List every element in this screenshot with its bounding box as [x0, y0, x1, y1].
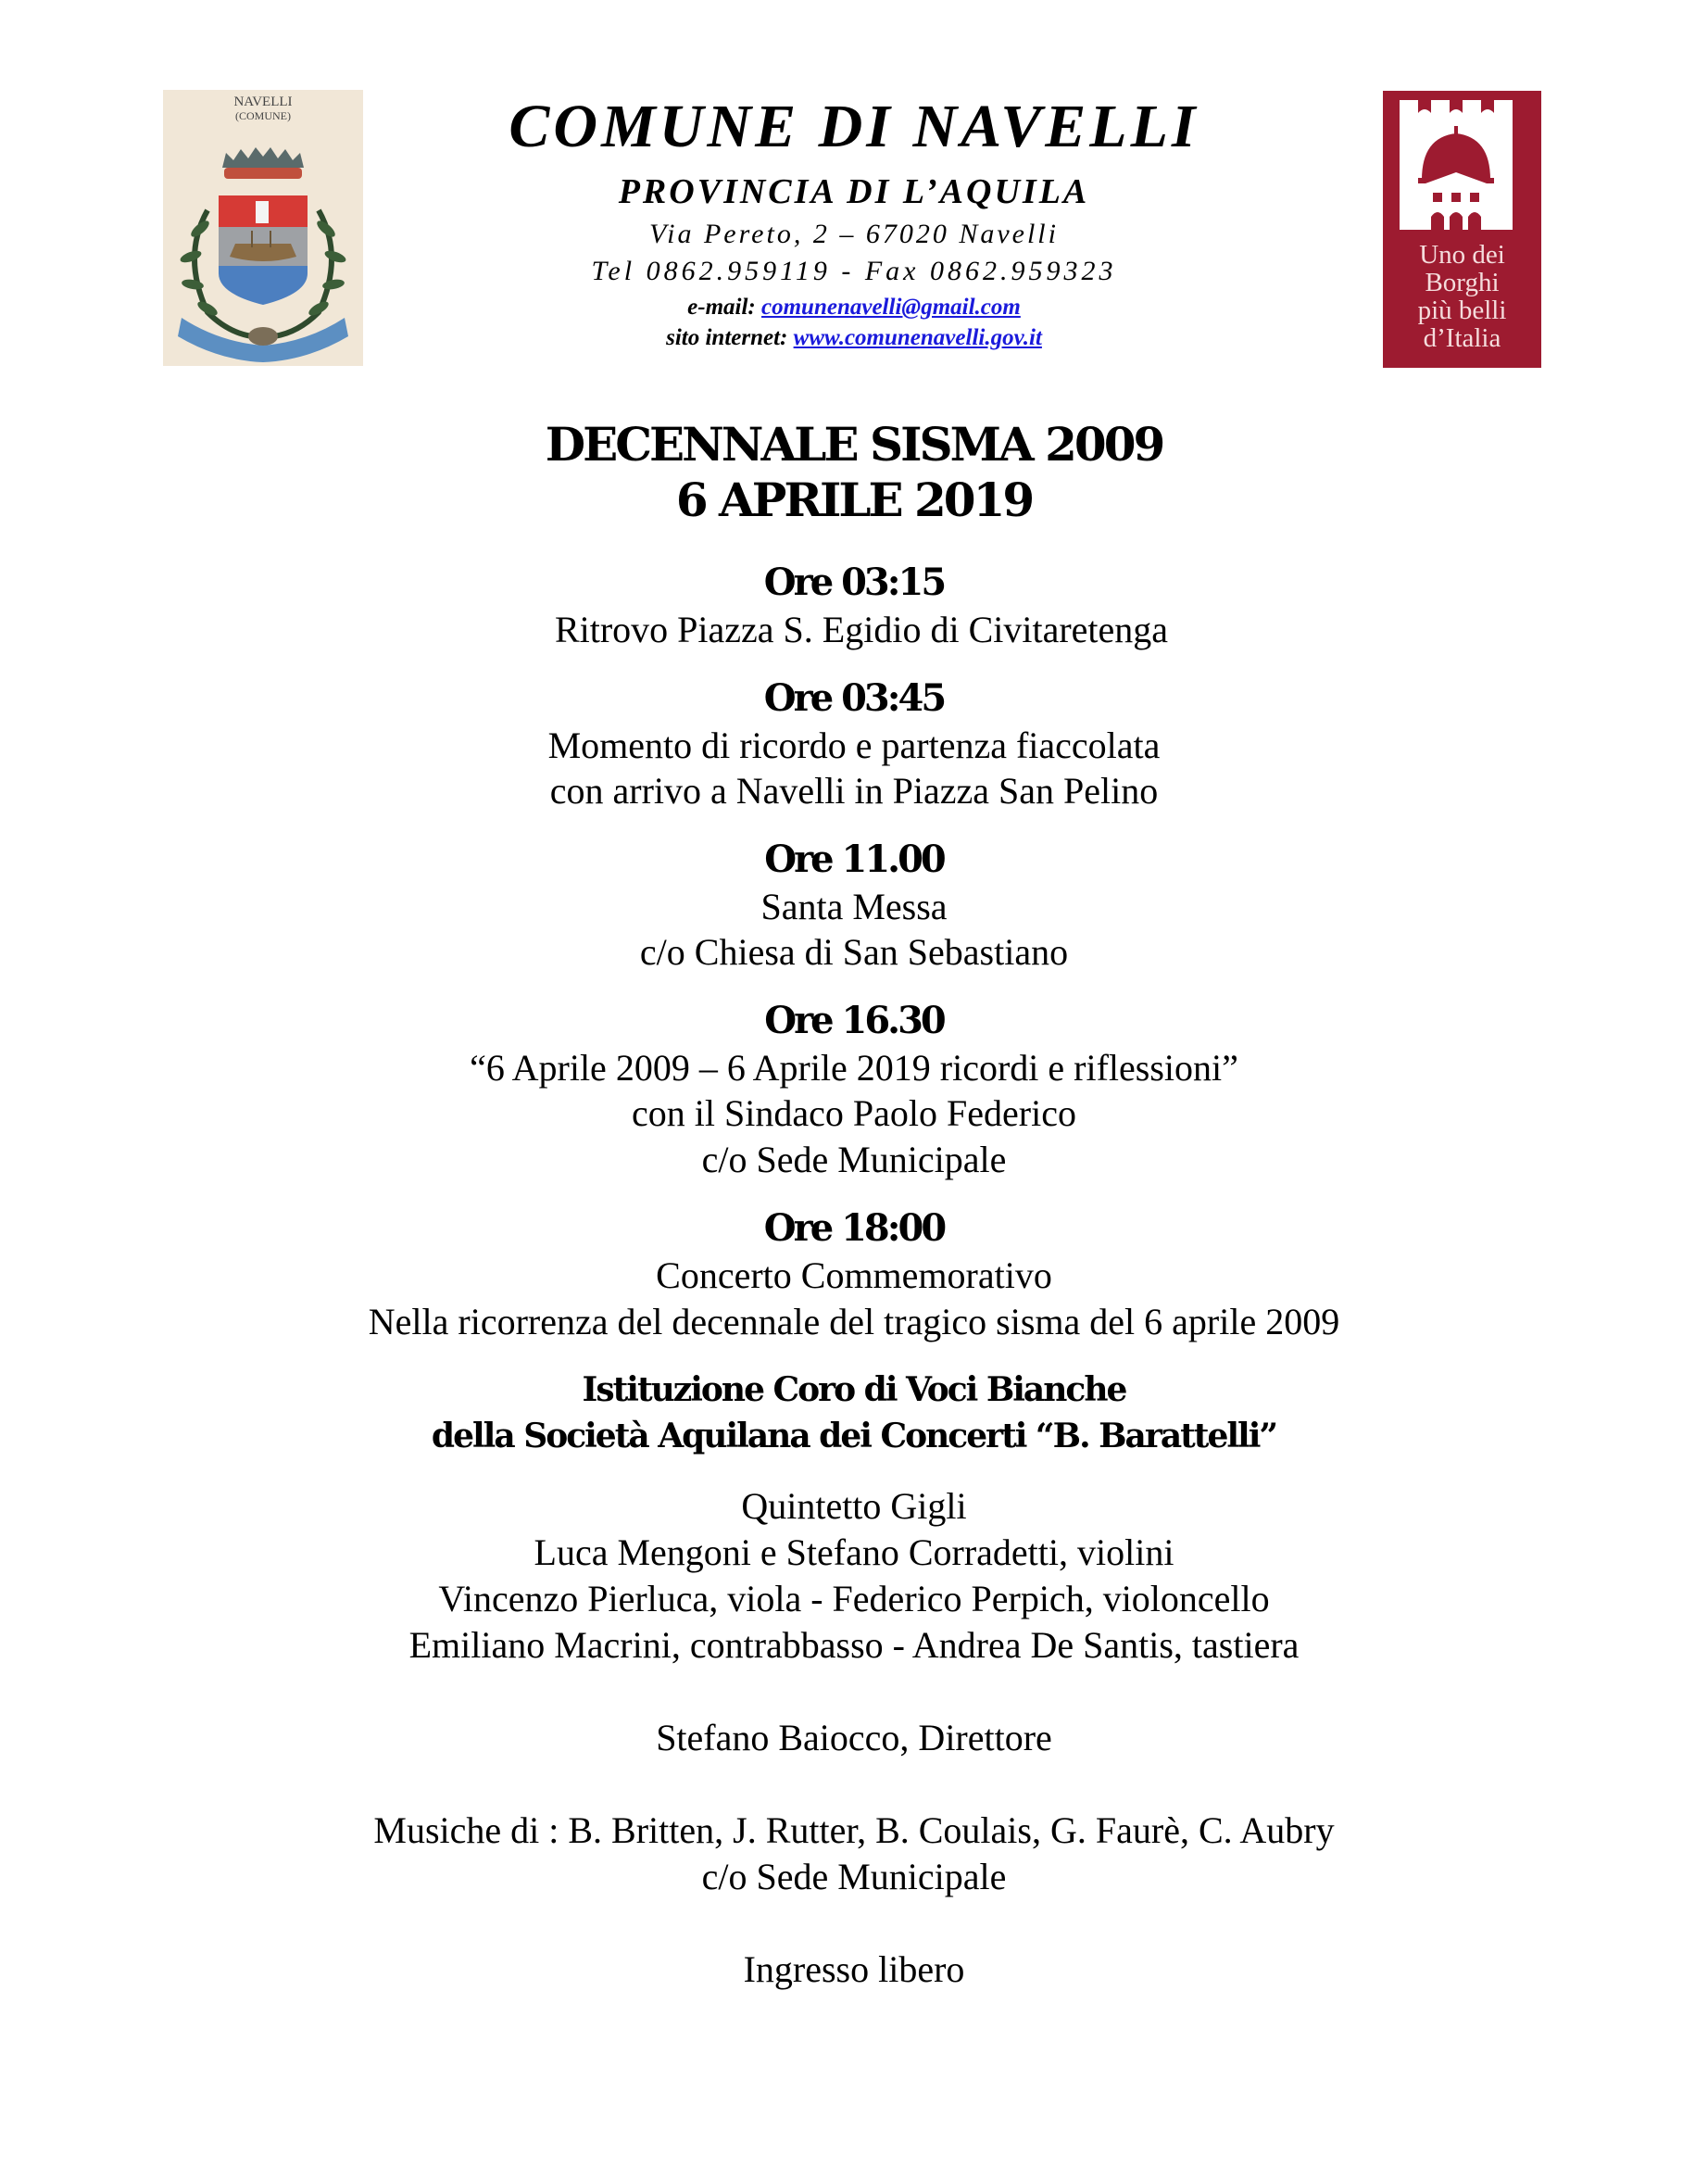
- schedule-time-2: Ore 03:45: [763, 676, 945, 720]
- schedule-line: con arrivo a Navelli in Piazza San Pelino: [549, 770, 1159, 812]
- music-by-line: Musiche di : B. Britten, J. Rutter, B. Coulais, G. Faurè, C. Aubry: [373, 1809, 1335, 1851]
- event-title-line-1: DECENNALE SISMA 2009: [545, 417, 1163, 472]
- schedule-time-3: Ore 11.00: [764, 838, 944, 881]
- email-link[interactable]: comunenavelli@gmail.com: [761, 295, 1021, 320]
- concert-venue: c/o Sede Municipale: [701, 1856, 1007, 1897]
- schedule-time-1: Ore 03:15: [763, 561, 945, 604]
- crest-caption-name: NAVELLI: [233, 94, 293, 109]
- choir-line-1: Istituzione Coro di Voci Bianche: [582, 1370, 1126, 1409]
- schedule-line: Nella ricorrenza del decennale del tragico sisma del 6 aprile 2009: [368, 1301, 1340, 1342]
- musician-line: Luca Mengoni e Stefano Corradetti, violini: [534, 1531, 1174, 1573]
- borghi-line-2: Borghi: [1425, 268, 1500, 297]
- address-text: Via Pereto, 2 – 67020 Navelli: [649, 219, 1059, 249]
- schedule-line: c/o Chiesa di San Sebastiano: [639, 931, 1069, 973]
- schedule-time-5: Ore 18:00: [763, 1206, 945, 1250]
- website-link[interactable]: www.comunenavelli.gov.it: [793, 325, 1042, 350]
- borghi-piu-belli-logo: [1383, 91, 1541, 368]
- musician-line: Vincenzo Pierluca, viola - Federico Perpich, violoncello: [438, 1578, 1270, 1619]
- schedule-line: Santa Messa: [760, 886, 948, 927]
- phone-fax-text: Tel 0862.959119 - Fax 0862.959323: [591, 256, 1117, 286]
- director-line: Stefano Baiocco, Direttore: [656, 1717, 1052, 1758]
- schedule-line: Ritrovo Piazza S. Egidio di Civitaretenga: [554, 609, 1169, 650]
- schedule-line: con il Sindaco Paolo Federico: [632, 1092, 1076, 1134]
- schedule-line: “6 Aprile 2009 – 6 Aprile 2019 ricordi e riflessioni”: [470, 1047, 1238, 1089]
- choir-line-2: della Società Aquilana dei Concerti “B. Barattelli”: [431, 1417, 1277, 1455]
- province-label: PROVINCIA DI L’AQUILA: [618, 172, 1090, 211]
- castle-tower-icon: [1400, 100, 1525, 230]
- municipality-title: COMUNE DI NAVELLI: [509, 93, 1199, 160]
- musician-line: Emiliano Macrini, contrabbasso - Andrea De Santis, tastiera: [408, 1624, 1300, 1666]
- website-label: sito internet:: [666, 325, 788, 350]
- schedule-line: Concerto Commemorativo: [656, 1254, 1052, 1296]
- event-title-line-2: 6 APRILE 2019: [675, 472, 1033, 527]
- schedule-time-4: Ore 16.30: [764, 999, 944, 1042]
- borghi-line-1: Uno dei: [1419, 240, 1505, 270]
- borghi-line-4: d’Italia: [1423, 323, 1501, 353]
- schedule-line: Momento di ricordo e partenza fiaccolata: [547, 724, 1161, 766]
- borghi-line-3: più belli: [1417, 296, 1507, 325]
- crest-caption-comune: (COMUNE): [235, 109, 291, 122]
- schedule-line: c/o Sede Municipale: [701, 1139, 1007, 1180]
- ensemble-name: Quintetto Gigli: [741, 1485, 967, 1527]
- admission-line: Ingresso libero: [743, 1948, 965, 1990]
- email-label: e-mail:: [687, 295, 756, 320]
